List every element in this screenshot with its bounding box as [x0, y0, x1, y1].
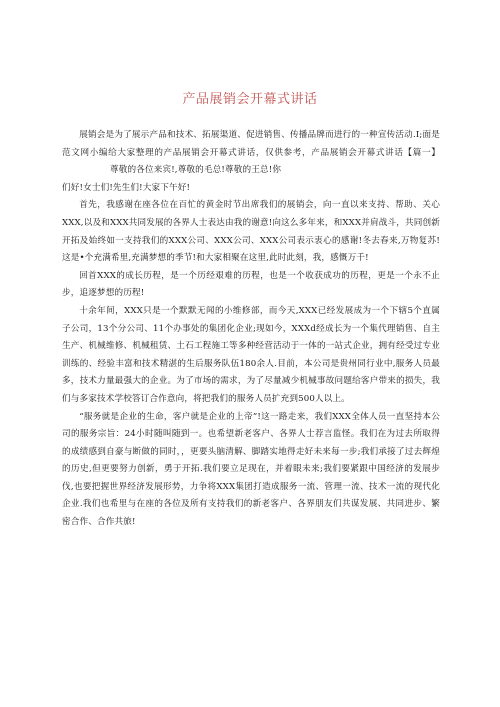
paragraph-2: 回首XXX的成长历程，是一个历经艰难的历程，也是一个收获成功的历程，更是一个永不止步，追逐梦想的历程! [62, 270, 440, 299]
document-title: 产品展销会开幕式讲话 [182, 92, 318, 107]
greeting-text: 尊敬的各位来宾!,尊敬的毛总!尊敬的王总!你 [110, 165, 282, 176]
paragraph-3: 十余年间，XXX只是一个默默无闻的小维修部，而今天,XXX已经发展成为一个下辖5个直属子公司，13个分公司、11个办事处的集团化企业;现如今，XXXd经成长为一个集代理销售、自主生产、机械维修、机械租赁、土石工程施工等多种经营活动于一体的一站式企业，拥有经受过专业训练的、经验丰富和技术精湛的生后服务队伍180余人.目前，本公司是贵州同行业中,服务人员最多，技术力量最强大的企业。为了市场的需求，为了尽量减少机械事故问题给客户带来的损失，我们与多家技术学校答订合作意向，将把我们的服务人员扩充到500人以上。 [62, 305, 440, 404]
document-body [62, 127, 440, 532]
paragraph-4: “服务就是企业的生命，客户就是企业的上帝”!这一路走来，我们XXX全体人员一直坚持本公司的服务宗旨：24小时随叫随到一。也希望新老客户、各界人士荐言监怪。我们在为过去所取得的成绩感到自豪与断做的同时，，更要头脑清解、脚踏实地得走好未来每一步;我们承接了过去辉煌的历史,但更要努力创新，勇于开拓.我们要立足现在，并着眼未来;我们要紧跟中国经济的发展步伐,也要把握世界经济发展形势，力争将XXX集团打造成服务一流、管理一流、技术一流的现代化企业.我们也希里与在座的各位及所有支持我们的新老客户、各界朋友们共谋发展、共同进步、繁密合作、合作共旅! [62, 411, 440, 528]
paragraph-1: 首先，我感谢在座各位在百忙的黄金时节出席我们的展销会，向一直以来支持、帮助、关心XXX,以及和XXX共同发展的各界人士表达由我的谢意!向这么多年来，和XXX并肩战斗，共同创新开拓及始终如一支持我们的XXX公司、XXX公司、XXX公司表示衷心的感谢!冬去春来,万物复苏!这是•个充满希里,充满梦想的季节!和大家相聚在这里,此时此刻，我，感慨万千! [62, 200, 440, 264]
intro-paragraph [62, 127, 440, 180]
intro-text: 展销会是为了展示产品和技术、拓展渠道、促进销售、传播品牌而进行的一种宣传活动.I;面是范文网小编给大家整理的产品展销会开幕式讲话，仅供参考，产品展销会开幕式讲话【篇一】 [62, 130, 440, 158]
greeting-paragraph: 们好!女士们!先生们!大家下午好! [62, 182, 191, 193]
